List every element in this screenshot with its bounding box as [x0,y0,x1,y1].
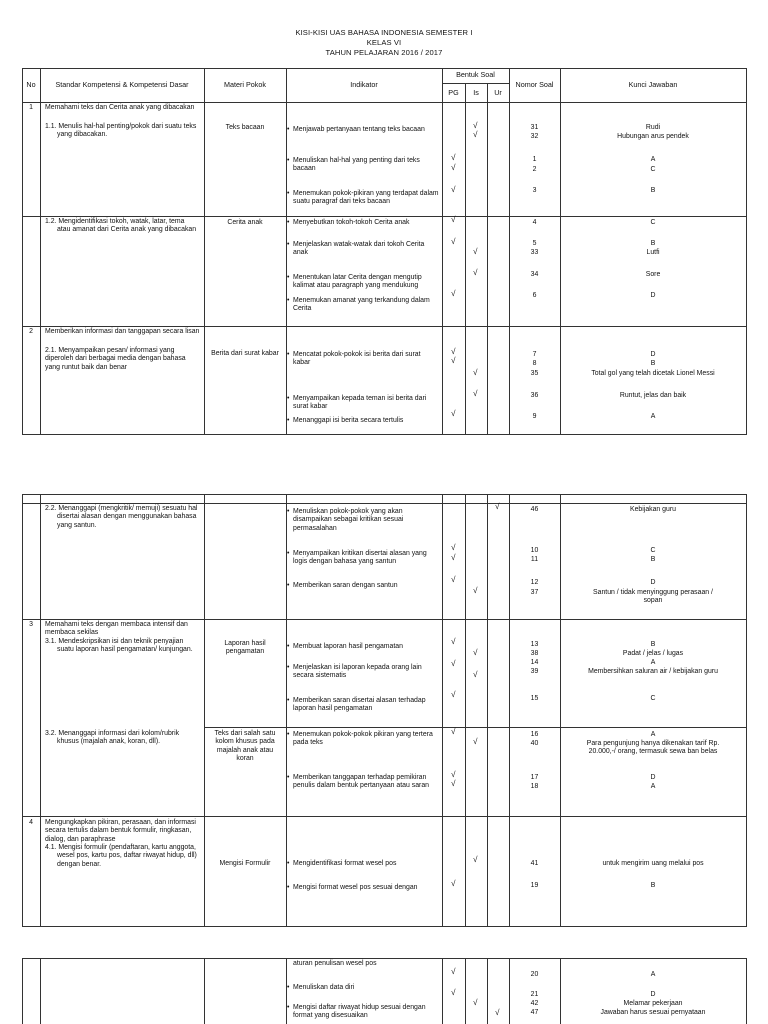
bullet: • [287,774,290,781]
nomor-soal: 10 [530,547,539,554]
nomor-soal: 38 [530,650,539,657]
indikator: Menyebutkan tokoh-tokoh Cerita anak [293,219,410,226]
bullet: • [287,126,290,133]
bullet: • [287,219,290,226]
indikator: Mencatat pokok-pokok isi berita dari surat kabar [293,351,421,367]
kompetensi-dasar: 1.2. Mengidentifikasi tokoh, watak, latar, tema atau amanat dari Cerita anak yang dibacakan [45,218,197,234]
check-mark: √ [451,727,456,736]
kompetensi-dasar: 1.1. Menulis hal-hal penting/pokok dari suatu teks yang dibacakan. [45,123,197,139]
nomor-soal: 3 [532,187,537,194]
nomor-soal: 11 [530,556,539,563]
kunci-jawaban: Rudi [645,124,661,131]
check-mark: √ [473,998,478,1007]
kunci-jawaban: A [650,156,656,163]
kunci-jawaban: A [650,659,656,666]
bullet: • [287,351,290,358]
nomor-soal: 12 [530,579,539,586]
check-mark: √ [495,1008,500,1017]
check-mark: √ [451,237,456,246]
header-indikator: Indikator [350,80,378,89]
check-mark: √ [473,121,478,130]
bullet: • [287,582,290,589]
check-mark: √ [473,130,478,139]
bullet: • [287,731,290,738]
check-mark: √ [473,247,478,256]
kunci-jawaban: A [650,413,656,420]
indikator: Menjelaskan isi laporan kepada orang lain secara sistematis [293,664,422,680]
kunci-jawaban: Kebijakan guru [630,506,676,513]
check-mark: √ [451,779,456,788]
header-materi-pokok: Materi Pokok [224,80,266,89]
kunci-jawaban: Runtut, jelas dan baik [619,392,687,399]
indikator: Menemukan pokok-pokok pikiran yang tertera pada teks [293,731,433,747]
indikator-continued: aturan penulisan wesel pos [293,960,377,967]
check-mark: √ [451,543,456,552]
header-nomor-soal: Nomor Soal [515,80,554,89]
materi-pokok: Teks bacaan [225,124,265,131]
kunci-jawaban: B [650,641,656,648]
kunci-jawaban: Para pengunjung hanya dikenakan tarif Rp. 20.000,-/ orang, termasuk sewa ban belas [586,740,720,756]
row-number: 3 [29,621,33,628]
check-mark: √ [473,389,478,398]
materi-pokok: Cerita anak [227,219,263,226]
kunci-jawaban: D [650,991,656,998]
bullet: • [287,297,290,304]
nomor-soal: 9 [532,413,537,420]
indikator: Memberikan saran disertai alasan terhadap laporan hasil pengamatan [293,697,426,713]
kunci-jawaban: Lutfi [646,249,660,256]
nomor-soal: 2 [532,166,537,173]
kunci-jawaban: B [650,882,656,889]
header-is: Is [473,88,479,97]
indikator: Menyampaikan kepada teman isi berita dari surat kabar [293,395,427,411]
kunci-jawaban: C [650,695,656,702]
check-mark: √ [451,575,456,584]
row-number: 4 [29,819,33,826]
check-mark: √ [495,502,500,511]
indikator: Menanggapi isi berita secara tertulis [293,417,404,424]
nomor-soal: 39 [530,668,539,675]
check-mark: √ [451,409,456,418]
kunci-jawaban: C [650,547,656,554]
kunci-jawaban: Melamar pekerjaan [623,1000,683,1007]
kunci-jawaban: A [650,971,656,978]
nomor-soal: 42 [530,1000,539,1007]
nomor-soal: 46 [530,506,539,513]
check-mark: √ [473,737,478,746]
nomor-soal: 40 [530,740,539,747]
row-number: 1 [29,104,33,111]
indikator: Mengidentifikasi format wesel pos [293,860,397,867]
nomor-soal: 6 [532,292,537,299]
check-mark: √ [473,648,478,657]
nomor-soal: 17 [530,774,539,781]
check-mark: √ [451,770,456,779]
indikator: Menjawab pertanyaan tentang teks bacaan [293,126,425,133]
standar-kompetensi: Memahami teks dengan membaca intensif dan membaca sekilas [45,621,188,637]
kompetensi-dasar: 3.1. Mendeskripsikan isi dan teknik penyajian suatu laporan hasil pengamatan/ kunjungan. [45,638,193,654]
materi-pokok: Berita dari surat kabar [211,350,279,357]
nomor-soal: 20 [530,971,539,978]
kunci-jawaban: C [650,166,656,173]
nomor-soal: 13 [530,641,539,648]
nomor-soal: 35 [530,370,539,377]
header-pg: PG [448,88,459,97]
indikator: Menemukan amanat yang terkandung dalam Cerita [293,297,430,313]
check-mark: √ [451,356,456,365]
kunci-jawaban: B [650,187,656,194]
row-number: 2 [29,328,33,335]
kunci-jawaban: Padat / jelas / lugas [622,650,684,657]
bullet: • [287,697,290,704]
materi-pokok: Teks dari salah satu kolom khusus pada majalah anak atau koran [214,730,276,763]
check-mark: √ [451,553,456,562]
kunci-jawaban: D [650,351,656,358]
kunci-jawaban: Total gol yang telah dicetak Lionel Messi [591,370,715,377]
bullet: • [287,417,290,424]
check-mark: √ [451,347,456,356]
nomor-soal: 33 [530,249,539,256]
nomor-soal: 4 [532,219,537,226]
kunci-jawaban: Sore [645,271,661,278]
nomor-soal: 47 [530,1009,539,1016]
bullet: • [287,190,290,197]
document-class: KELAS VI [366,38,402,47]
table-segment-3 [22,958,747,1024]
kompetensi-dasar: 2.2. Menanggapi (mengkritik/ memuji) sesuatu hal disertai alasan dengan menggunakan bahasa yang santun. [45,505,198,529]
check-mark: √ [451,659,456,668]
check-mark: √ [451,637,456,646]
materi-pokok: Laporan hasil pengamatan [224,640,266,656]
header-standar-kompetensi: Standar Kompetensi & Kompetensi Dasar [55,80,189,89]
bullet: • [287,860,290,867]
check-mark: √ [451,153,456,162]
kunci-jawaban: C [650,219,656,226]
bullet: • [287,664,290,671]
indikator: Menuliskan pokok-pokok yang akan disampaikan sebagai kritikan sesuai permasalahan [293,508,404,532]
kunci-jawaban: B [650,360,656,367]
check-mark: √ [473,268,478,277]
kunci-jawaban: B [650,240,656,247]
kunci-jawaban: untuk mengirim uang melalui pos [602,860,704,867]
nomor-soal: 32 [530,133,539,140]
indikator: Mengisi daftar riwayat hidup sesuai dengan format yang disesuaikan [293,1004,426,1020]
kunci-jawaban: Hubungan arus pendek [617,133,689,140]
indikator: Menjelaskan watak-watak dari tokoh Cerita anak [293,241,425,257]
bullet: • [287,508,290,515]
nomor-soal: 5 [532,240,537,247]
indikator: Menentukan latar Cerita dengan mengutip kalimat atau paragraph yang mendukung [293,274,422,290]
kunci-jawaban: Jawaban harus sesuai pernyataan [600,1009,706,1016]
table-segment-1 [22,68,747,435]
nomor-soal: 31 [530,124,539,131]
indikator: Menemukan pokok-pikiran yang terdapat dalam suatu paragraf dari teks bacaan [293,190,439,206]
nomor-soal: 19 [530,882,539,889]
check-mark: √ [473,586,478,595]
check-mark: √ [451,289,456,298]
indikator: Menuliskan hal-hal yang penting dari teks bacaan [293,157,420,173]
kompetensi-dasar: 4.1. Mengisi formulir (pendaftaran, kartu anggota, wesel pos, kartu pos, daftar riwayat hidup, dll) dengan benar. [45,844,197,868]
header-bentuk-soal: Bentuk Soal [456,70,495,79]
indikator: Memberikan saran dengan santun [293,582,398,589]
check-mark: √ [451,215,456,224]
materi-pokok: Mengisi Formulir [219,860,271,867]
check-mark: √ [451,185,456,194]
bullet: • [287,643,290,650]
kunci-jawaban: D [650,774,656,781]
nomor-soal: 14 [530,659,539,666]
indikator: Mengisi format wesel pos sesuai dengan [293,884,418,891]
check-mark: √ [451,967,456,976]
kunci-jawaban: D [650,579,656,586]
check-mark: √ [451,163,456,172]
kunci-jawaban: Santun / tidak menyinggung perasaan / sopan [593,589,713,605]
standar-kompetensi: Mengungkapkan pikiran, perasaan, dan informasi secara tertulis dalam bentuk formulir, ringkasan, dialog, dan paraphrase [45,819,196,843]
kunci-jawaban: A [650,731,656,738]
kompetensi-dasar: 2.1. Menyampaikan pesan/ informasi yang diperoleh dari berbagai media dengan bahasa yang runtut baik dan benar [45,347,186,371]
nomor-soal: 15 [530,695,539,702]
bullet: • [287,884,290,891]
indikator: Membuat laporan hasil pengamatan [293,643,403,650]
check-mark: √ [451,690,456,699]
header-no: No [26,80,36,89]
document-year: TAHUN PELAJARAN 2016 / 2017 [325,48,443,57]
kunci-jawaban: Membersihkan saluran air / kebijakan guru [588,668,718,675]
nomor-soal: 37 [530,589,539,596]
indikator: Menuliskan data diri [293,984,355,991]
bullet: • [287,1004,290,1011]
nomor-soal: 18 [530,783,539,790]
standar-kompetensi: Memberikan informasi dan tanggapan secara lisan [45,328,200,335]
nomor-soal: 7 [532,351,537,358]
kompetensi-dasar: 3.2. Menanggapi informasi dari kolom/rubrik khusus (majalah anak, koran, dll). [45,730,180,746]
bullet: • [287,274,290,281]
kunci-jawaban: A [650,783,656,790]
nomor-soal: 34 [530,271,539,278]
nomor-soal: 16 [530,731,539,738]
check-mark: √ [473,368,478,377]
standar-kompetensi: Memahami teks dan Cerita anak yang dibacakan [45,104,195,111]
table-segment-2 [22,494,747,927]
document-title: KISI-KISI UAS BAHASA INDONESIA SEMESTER I [295,28,473,37]
header-kunci-jawaban: Kunci Jawaban [628,80,678,89]
indikator: Memberikan tanggapan terhadap pemikiran penulis dalam bentuk pertanyaan atau saran [293,774,429,790]
bullet: • [287,157,290,164]
nomor-soal: 8 [532,360,537,367]
kunci-jawaban: D [650,292,656,299]
bullet: • [287,550,290,557]
check-mark: √ [473,855,478,864]
bullet: • [287,984,290,991]
nomor-soal: 36 [530,392,539,399]
indikator: Menyampaikan kritikan disertai alasan yang logis dengan bahasa yang santun [293,550,427,566]
check-mark: √ [451,879,456,888]
nomor-soal: 41 [530,860,539,867]
bullet: • [287,395,290,402]
check-mark: √ [451,988,456,997]
check-mark: √ [473,670,478,679]
nomor-soal: 1 [532,156,537,163]
kunci-jawaban: B [650,556,656,563]
bullet: • [287,241,290,248]
header-ur: Ur [494,88,502,97]
nomor-soal: 21 [530,991,539,998]
